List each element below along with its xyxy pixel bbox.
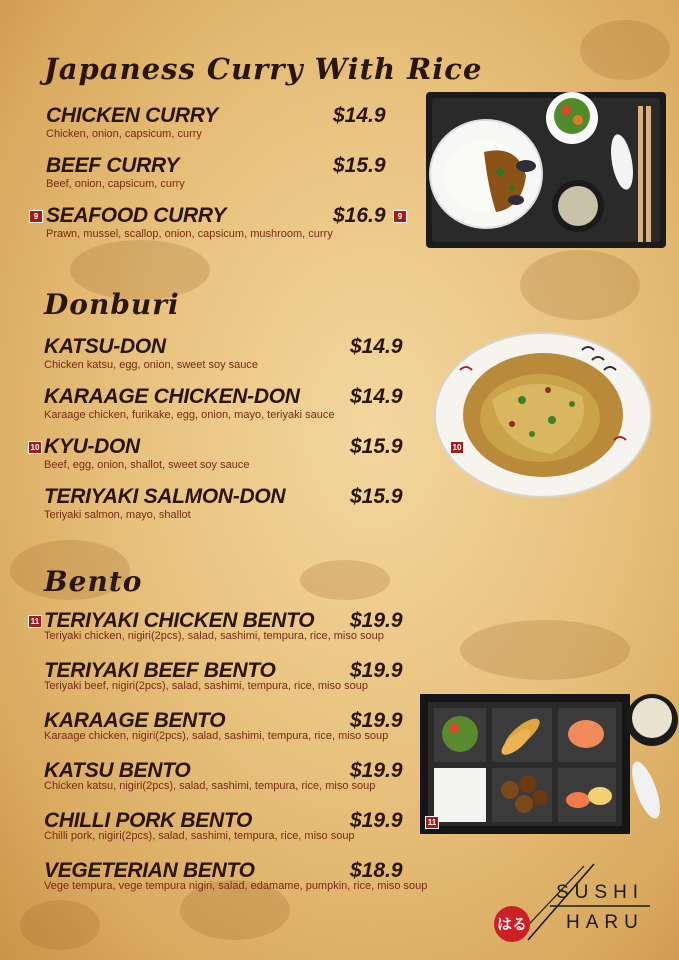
section-title-donburi: Donburi [44, 288, 180, 321]
item-price: $16.9 [333, 204, 386, 227]
brand-name-line2: HARU [566, 912, 644, 933]
item-description: Chicken katsu, egg, onion, sweet soy sauce [44, 359, 259, 371]
badge-number: 10 [450, 441, 464, 454]
brand-logo-circle [494, 906, 530, 942]
item-name: CHICKEN CURRY [46, 104, 218, 127]
item-price: $15.9 [350, 435, 403, 458]
item-price: $18.9 [350, 859, 403, 882]
item-description: Beef, egg, onion, shallot, sweet soy sauce [44, 459, 250, 471]
item-description: Teriyaki salmon, mayo, shallot [44, 509, 191, 521]
item-price: $19.9 [350, 659, 403, 682]
item-price: $14.9 [350, 335, 403, 358]
item-price: $14.9 [350, 385, 403, 408]
item-description: Teriyaki beef, nigiri(2pcs), salad, sashimi, tempura, rice, miso soup [44, 680, 369, 692]
section-title-bento: Bento [44, 565, 143, 598]
brand-logo-text: はる [496, 915, 527, 933]
badge-number: 11 [28, 615, 42, 628]
item-name: KATSU BENTO [44, 759, 191, 782]
item-description: Vege tempura, vege tempura nigiri, salad, edamame, pumpkin, rice, miso soup [44, 880, 428, 892]
item-price: $15.9 [333, 154, 386, 177]
badge-number: 9 [29, 210, 43, 223]
item-description: Karaage chicken, furikake, egg, onion, mayo, teriyaki sauce [44, 409, 335, 421]
brand-name-line1: SUSHI [556, 882, 645, 903]
badge-number: 10 [28, 441, 42, 454]
item-description: Chicken, onion, capsicum, curry [46, 128, 202, 140]
item-price: $14.9 [333, 104, 386, 127]
item-description: Karaage chicken, nigiri(2pcs), salad, sashimi, tempura, rice, miso soup [44, 730, 389, 742]
item-name: KYU-DON [44, 435, 140, 458]
item-name: VEGETERIAN BENTO [44, 859, 255, 882]
brand-logo [490, 862, 670, 946]
item-description: Prawn, mussel, scallop, onion, capsicum, mushroom, curry [46, 228, 333, 240]
badge-number: 9 [393, 210, 407, 223]
donburi-photo [432, 330, 654, 500]
item-price: $19.9 [350, 759, 403, 782]
section-title-curry: Japaness Curry With Rice [44, 52, 483, 86]
item-name: SEAFOOD CURRY [46, 204, 227, 227]
item-name: BEEF CURRY [46, 154, 180, 177]
item-price: $15.9 [350, 485, 403, 508]
badge-number: 11 [425, 816, 439, 829]
item-name: TERIYAKI CHICKEN BENTO [44, 609, 315, 632]
item-name: CHILLI PORK BENTO [44, 809, 253, 832]
item-name: TERIYAKI SALMON-DON [44, 485, 286, 508]
item-name: KARAAGE CHICKEN-DON [44, 385, 300, 408]
item-name: KATSU-DON [44, 335, 166, 358]
item-description: Beef, onion, capsicum, curry [46, 178, 185, 190]
item-price: $19.9 [350, 609, 403, 632]
item-price: $19.9 [350, 809, 403, 832]
item-name: TERIYAKI BEEF BENTO [44, 659, 276, 682]
item-description: Chilli pork, nigiri(2pcs), salad, sashimi, tempura, rice, miso soup [44, 830, 355, 842]
item-name: KARAAGE BENTO [44, 709, 226, 732]
item-description: Teriyaki chicken, nigiri(2pcs), salad, sashimi, tempura, rice, miso soup [44, 630, 384, 642]
curry-photo [426, 92, 666, 248]
bento-photo [420, 690, 679, 840]
item-price: $19.9 [350, 709, 403, 732]
item-description: Chicken katsu, nigiri(2pcs), salad, sashimi, tempura, rice, miso soup [44, 780, 376, 792]
